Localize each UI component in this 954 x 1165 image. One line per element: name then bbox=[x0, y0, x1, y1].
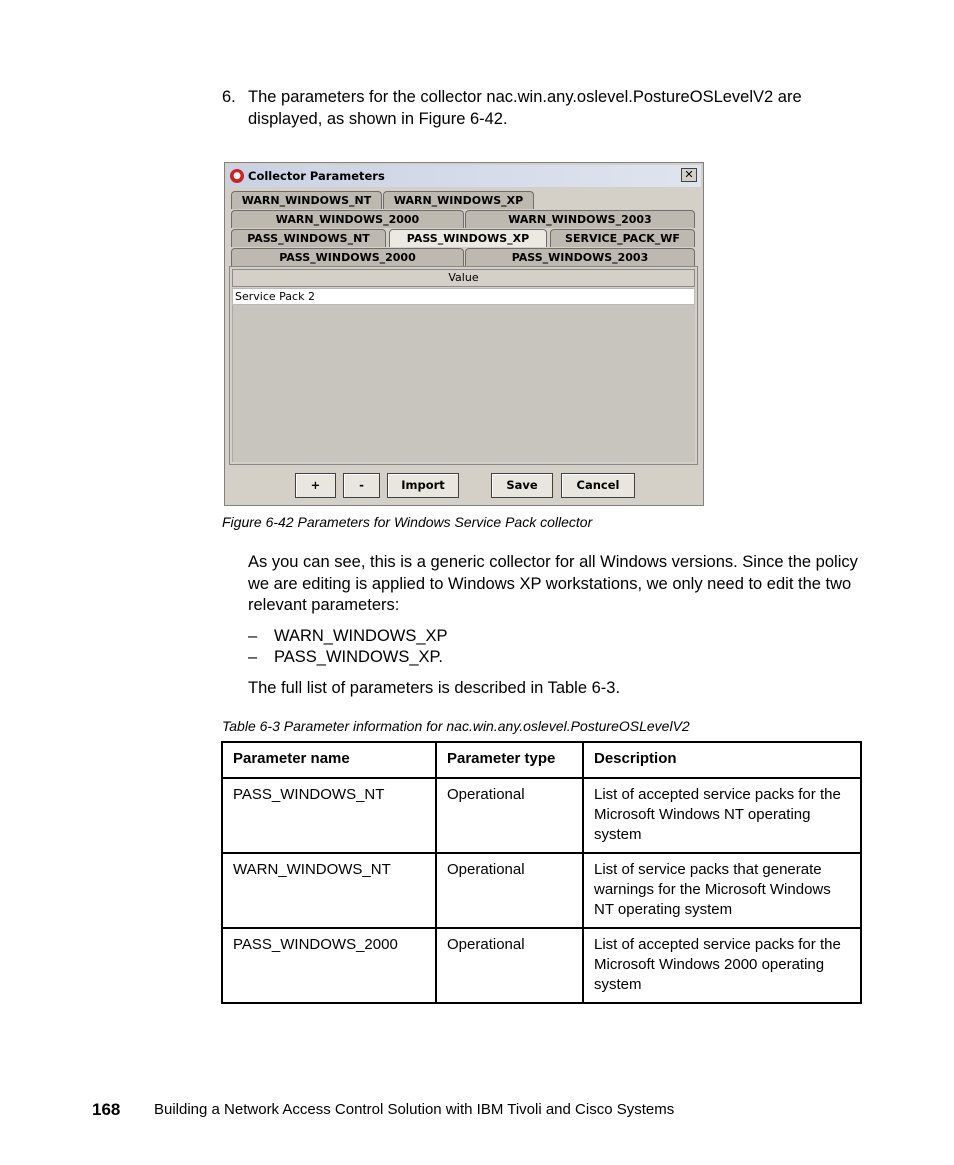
table-row bbox=[222, 853, 861, 928]
step-number: 6. bbox=[222, 88, 236, 106]
import-button[interactable]: Import bbox=[387, 473, 459, 498]
remove-button[interactable]: - bbox=[343, 473, 380, 498]
cell-description: List of service packs that generate warnings for the Microsoft Windows NT operating system bbox=[583, 853, 861, 928]
close-button[interactable] bbox=[681, 168, 697, 182]
list-dash: – bbox=[248, 627, 258, 645]
step-text: The parameters for the collector nac.win.any.oslevel.PostureOSLevelV2 are displayed, as shown in Figure 6-42. bbox=[248, 88, 802, 128]
figure-caption: Figure 6-42 Parameters for Windows Service Pack collector bbox=[222, 514, 593, 530]
dialog-title: Collector Parameters bbox=[248, 169, 385, 183]
tab-pass-windows-xp[interactable]: PASS_WINDOWS_XP bbox=[389, 229, 547, 247]
cancel-button[interactable]: Cancel bbox=[561, 473, 635, 498]
table-caption: Table 6-3 Parameter information for nac.win.any.oslevel.PostureOSLevelV2 bbox=[222, 718, 690, 734]
header-parameter-type: Parameter type bbox=[436, 742, 583, 778]
list-item-text: WARN_WINDOWS_XP bbox=[274, 627, 448, 645]
cell-parameter-type: Operational bbox=[436, 853, 583, 928]
table-row bbox=[222, 778, 861, 853]
tab-warn-windows-2003[interactable]: WARN_WINDOWS_2003 bbox=[465, 210, 695, 228]
tab-warn-windows-nt[interactable]: WARN_WINDOWS_NT bbox=[231, 191, 382, 209]
cell-parameter-name: WARN_WINDOWS_NT bbox=[222, 853, 436, 928]
book-title: Building a Network Access Control Solution with IBM Tivoli and Cisco Systems bbox=[154, 1101, 675, 1118]
header-parameter-name: Parameter name bbox=[222, 742, 436, 778]
dialog-titlebar bbox=[227, 165, 701, 187]
cell-parameter-name: PASS_WINDOWS_2000 bbox=[222, 928, 436, 1003]
cell-description: List of accepted service packs for the Microsoft Windows NT operating system bbox=[583, 778, 861, 853]
list-item bbox=[248, 626, 257, 648]
add-button[interactable]: + bbox=[295, 473, 336, 498]
table-header-row bbox=[222, 742, 861, 778]
list-item-text: PASS_WINDOWS_XP. bbox=[274, 648, 444, 666]
collector-parameters-dialog bbox=[224, 162, 704, 506]
lock-icon: ● bbox=[230, 169, 244, 183]
save-button[interactable]: Save bbox=[491, 473, 553, 498]
empty-table-area[interactable] bbox=[232, 305, 695, 462]
list-item bbox=[248, 647, 257, 669]
close-icon: ✕ bbox=[684, 168, 694, 181]
list-dash: – bbox=[248, 648, 258, 666]
tab-pass-windows-2003[interactable]: PASS_WINDOWS_2003 bbox=[465, 248, 695, 266]
cell-parameter-name: PASS_WINDOWS_NT bbox=[222, 778, 436, 853]
body-paragraph-2: The full list of parameters is described in Table 6-3. bbox=[248, 679, 621, 697]
tab-pass-windows-2000[interactable]: PASS_WINDOWS_2000 bbox=[231, 248, 464, 266]
tab-warn-windows-2000[interactable]: WARN_WINDOWS_2000 bbox=[231, 210, 464, 228]
tab-panel bbox=[229, 266, 698, 465]
tab-pass-windows-nt[interactable]: PASS_WINDOWS_NT bbox=[231, 229, 386, 247]
cell-parameter-type: Operational bbox=[436, 778, 583, 853]
body-paragraph-1: As you can see, this is a generic collector for all Windows versions. Since the policy we are editing is applied to Windows XP workstations, we only need to edit the two relevant parameters: bbox=[248, 553, 858, 614]
table-row bbox=[222, 928, 861, 1003]
tab-service-pack-wf[interactable]: SERVICE_PACK_WF bbox=[550, 229, 695, 247]
parameter-table bbox=[221, 741, 862, 1004]
tab-warn-windows-xp[interactable]: WARN_WINDOWS_XP bbox=[383, 191, 534, 209]
cell-parameter-type: Operational bbox=[436, 928, 583, 1003]
value-row[interactable]: Service Pack 2 bbox=[232, 288, 695, 305]
page-number: 168 bbox=[92, 1100, 121, 1119]
value-column-header[interactable]: Value bbox=[232, 269, 695, 287]
cell-description: List of accepted service packs for the Microsoft Windows 2000 operating system bbox=[583, 928, 861, 1003]
header-description: Description bbox=[583, 742, 861, 778]
